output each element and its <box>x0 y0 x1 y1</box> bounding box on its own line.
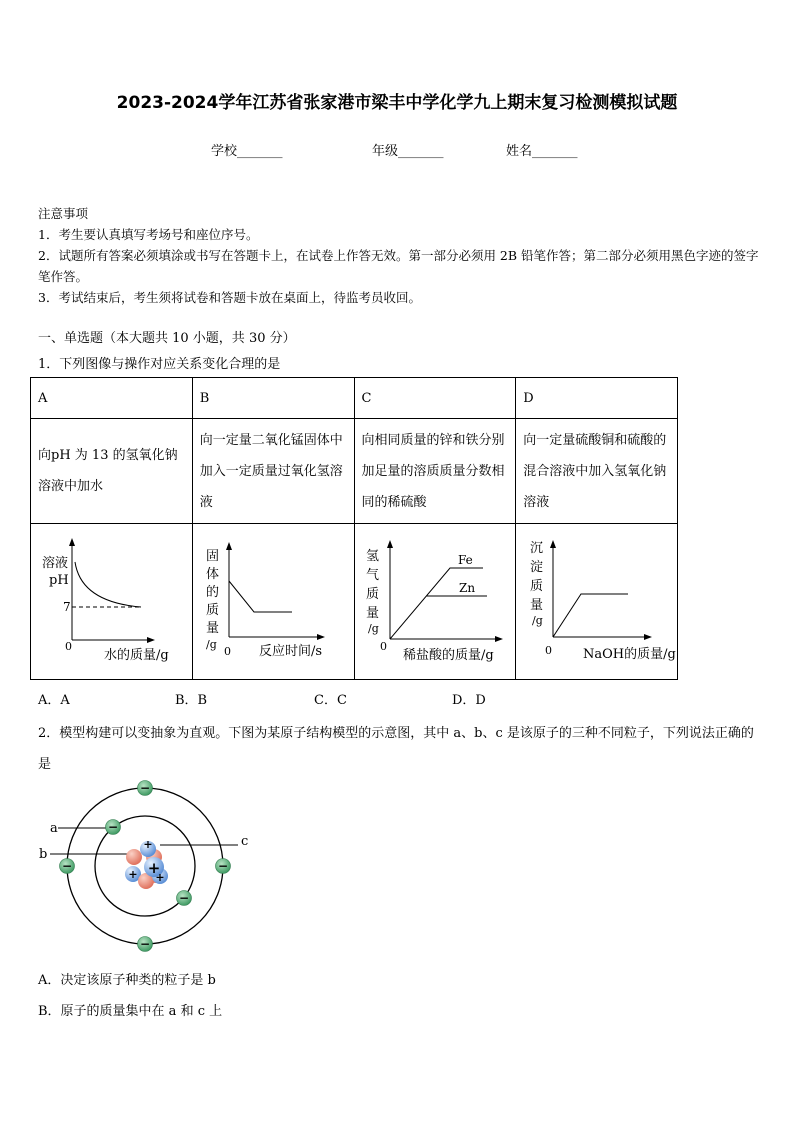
section-heading: 一、单选题（本大题共 10 小题，共 30 分） <box>38 331 296 346</box>
question-1-table <box>30 377 678 680</box>
graph-b-ylabel-1: 固 <box>205 549 219 564</box>
question-2-stem: 2．模型构建可以变抽象为直观。下图为某原子结构模型的示意图，其中 a、b、c 是该原子的三种不同粒子，下列说法正确的是 <box>38 726 754 772</box>
graph-cell-a <box>31 524 193 680</box>
notes-heading: 注意事项 <box>38 206 89 221</box>
notes-item: 3．考试结束后，考生须将试卷和答题卡放在桌面上，待监考员收回。 <box>38 290 421 305</box>
notes-item: 2．试题所有答案必须填涂或书写在答题卡上，在试卷上作答无效。第一部分必须用 2B 铅笔作答；第二部分必须用黑色字迹的签字笔作答。 <box>38 248 759 284</box>
graph-c <box>355 524 513 679</box>
neutron <box>126 849 142 865</box>
graph-b-ylabel-6: /g <box>205 638 217 651</box>
name-field: 姓名_______ <box>506 144 578 159</box>
graph-b <box>193 524 347 679</box>
notes-item: 1．考生要认真填写考场号和座位序号。 <box>38 227 259 242</box>
graph-d-ylabel-1: 沉 <box>530 541 544 556</box>
electron-sign: − <box>217 859 229 873</box>
electron-sign: − <box>107 820 119 834</box>
graph-a-y-arrow <box>69 538 75 546</box>
graph-d-ylabel-5: /g <box>532 614 543 627</box>
graph-d-xlabel: NaOH的质量/g <box>583 647 677 662</box>
electron-sign: − <box>139 781 151 795</box>
graph-c-ylabel-2: 气 <box>365 568 379 583</box>
graph-a-x-arrow <box>147 637 155 643</box>
label-c: c <box>241 834 249 849</box>
question-2-option-b[interactable]: B．原子的质量集中在 a 和 c 上 <box>38 1004 223 1019</box>
electron <box>106 820 121 835</box>
graph-b-origin: 0 <box>223 645 231 658</box>
electron-sign: − <box>178 891 190 905</box>
atom-model-diagram <box>30 775 260 960</box>
grade-field: 年级_______ <box>372 144 444 159</box>
graph-c-fe-line <box>390 568 483 639</box>
electron <box>60 859 75 874</box>
graph-a-tick: 7 <box>63 600 71 614</box>
electron <box>138 781 153 796</box>
col-label-d: D <box>516 378 678 419</box>
graph-a-xlabel: 水的质量/g <box>104 648 169 663</box>
graph-d-line <box>553 594 628 637</box>
graph-b-x-arrow <box>317 634 325 640</box>
graph-d-x-arrow <box>644 634 652 640</box>
graph-c-ylabel-4: 量 <box>365 606 379 621</box>
electron-sign: − <box>139 937 151 951</box>
electron-sign: − <box>61 859 73 873</box>
school-field: 学校_______ <box>211 144 283 159</box>
graph-a-ylabel-1: 溶液 <box>42 556 69 571</box>
graph-cell-b <box>192 524 354 680</box>
graph-d-ylabel-3: 质 <box>530 579 544 594</box>
col-desc-d: 向一定量硫酸铜和硫酸的混合溶液中加入氢氧化钠溶液 <box>516 419 678 524</box>
graph-c-x-arrow <box>495 636 503 642</box>
col-label-b: B <box>192 378 354 419</box>
choice-a[interactable]: A．A <box>38 693 70 708</box>
graph-b-line <box>229 581 292 612</box>
graph-d-ylabel-4: 量 <box>530 598 544 613</box>
col-desc-b: 向一定量二氧化锰固体中加入一定质量过氧化氢溶液 <box>192 419 354 524</box>
label-b: b <box>39 847 48 862</box>
graph-c-origin: 0 <box>379 640 387 653</box>
electron <box>216 859 231 874</box>
choice-c[interactable]: C．C <box>314 693 347 708</box>
label-a: a <box>50 821 58 836</box>
graph-cell-d <box>516 524 678 680</box>
col-desc-c: 向相同质量的锌和铁分别加足量的溶质质量分数相同的稀硫酸 <box>354 419 516 524</box>
graph-c-xlabel: 稀盐酸的质量/g <box>402 648 494 663</box>
graph-b-ylabel-4: 质 <box>205 603 219 618</box>
graph-c-fe-label: Fe <box>457 553 473 567</box>
graph-c-ylabel-3: 质 <box>365 587 379 602</box>
proton-sign: + <box>143 838 153 851</box>
graph-b-y-arrow <box>226 542 232 550</box>
graph-d-ylabel-2: 淀 <box>530 560 544 575</box>
col-label-a: A <box>31 378 193 419</box>
question-2-option-a[interactable]: A．决定该原子种类的粒子是 b <box>38 973 216 988</box>
choice-d[interactable]: D．D <box>452 693 486 708</box>
graph-a-ylabel-2: pH <box>49 573 69 588</box>
graph-a-origin: 0 <box>65 640 72 653</box>
page-title: 2023-2024学年江苏省张家港市梁丰中学化学九上期末复习检测模拟试题 <box>116 93 678 113</box>
graph-c-zn-label: Zn <box>458 581 475 595</box>
choice-b[interactable]: B．B <box>175 693 208 708</box>
col-desc-a: 向pH 为 13 的氢氧化钠溶液中加水 <box>31 419 193 524</box>
graph-c-ylabel-1: 氢 <box>365 549 379 564</box>
graph-a <box>31 524 189 679</box>
electron <box>138 937 153 952</box>
proton-sign: + <box>155 871 165 884</box>
proton-sign: + <box>128 868 138 881</box>
graph-d <box>516 524 690 679</box>
graph-b-xlabel: 反应时间/s <box>258 644 322 659</box>
question-1-stem: 1．下列图像与操作对应关系变化合理的是 <box>38 357 281 372</box>
graph-d-y-arrow <box>550 540 556 548</box>
graph-b-ylabel-3: 的 <box>205 585 219 600</box>
proton-sign: + <box>147 859 161 877</box>
nucleus <box>125 838 168 889</box>
graph-b-ylabel-5: 量 <box>205 621 219 636</box>
graph-b-ylabel-2: 体 <box>205 567 219 582</box>
graph-d-origin: 0 <box>545 644 553 657</box>
exam-notes <box>38 203 763 308</box>
col-label-c: C <box>354 378 516 419</box>
graph-a-curve <box>75 562 141 607</box>
graph-c-ylabel-5: /g <box>367 622 379 635</box>
graph-cell-c <box>354 524 516 680</box>
graph-c-y-arrow <box>387 540 393 548</box>
electron <box>177 891 192 906</box>
